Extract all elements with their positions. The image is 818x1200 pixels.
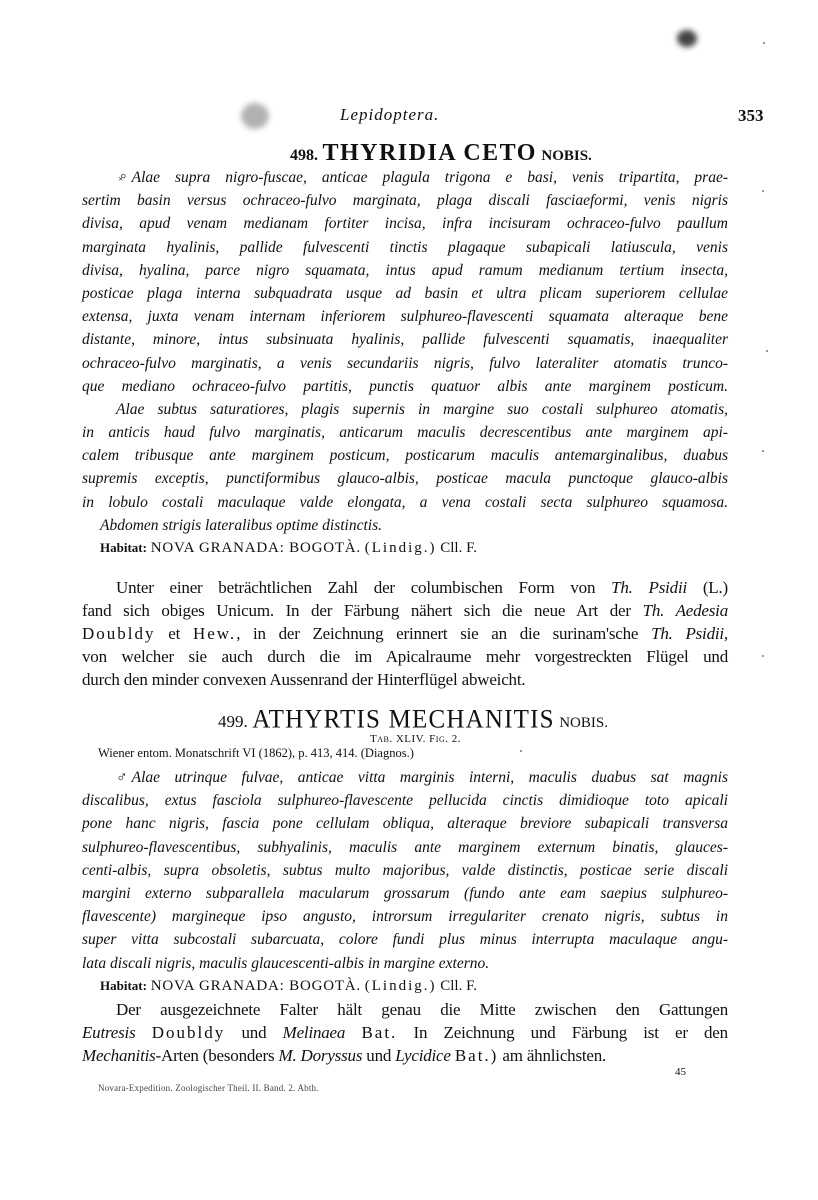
habitat-collection: Cll. F. [440, 977, 477, 994]
species-name: THYRIDIA CETO [322, 140, 537, 166]
text-line: pone hanc nigris, fascia pone cellulam obliqua, alteraque breviore subapicali transversa [82, 815, 728, 833]
text-line: sertim basin versus ochraceo-fulvo marginata, plaga discali fasciaeformi, venis nigris [82, 192, 728, 210]
speck [762, 655, 764, 657]
species-number: 498. [290, 147, 318, 164]
running-head [0, 105, 818, 129]
text-line: durch den minder convexen Aussenrand der Hinterflügel abweicht. [82, 670, 526, 689]
text-line: ♂ Alae utrinque fulvae, anticae vitta marginis interni, maculis duabus sat magnis [82, 766, 728, 789]
text-line: ochraceo-fulvo marginatis, a venis secundariis nigris, fulvo lateraliter atomatis trunco- [82, 354, 728, 372]
text-line: distante, minore, intus subsinuata hyalinis, pallide fulvescenti squamatis, inaequaliter [82, 331, 728, 349]
text-line: in anticis haud fulvo marginatis, anticarum maculis decrescentibus ante marginem api- [82, 424, 728, 442]
habitat-place: NOVA GRANADA: BOGOTÀ. [150, 977, 361, 994]
habitat-collection: Cll. F. [440, 540, 477, 556]
speck [520, 750, 522, 752]
female-symbol-icon: ♀ [111, 167, 133, 188]
signature-number: 45 [675, 1066, 686, 1078]
habitat-498 [82, 537, 728, 559]
literature-citation: Wiener entom. Monatschrift VI (1862), p. 413, 414. (Diagnos.) [98, 746, 414, 760]
page-number: 353 [738, 106, 764, 125]
text-line: margini externo subparallela macularum grossarum (fundo ante eam saepius sulphureo- [82, 884, 728, 902]
page-footer: Novara-Expedition. Zoologischer Theil. II. Band. 2. Abth. [98, 1083, 319, 1093]
text-line: Der ausgezeichnete Falter hält genau die Mitte zwischen den Gattungen [116, 1000, 728, 1019]
speck [762, 190, 764, 192]
plate-reference: Tab. XLIV. Fig. 2. [370, 733, 461, 745]
habitat-place: NOVA GRANADA: BOGOTÀ. [150, 540, 361, 556]
text-line: super vitta subcostali subarcuata, colore fundi plus minus interrupta maculaque angu- [82, 931, 728, 949]
ink-smudge [677, 30, 697, 47]
text-line: Mechanitis-Arten (besonders M. Doryssus und Lycidice Bat.) am ähnlichsten. [82, 1046, 607, 1065]
habitat-label: Habitat: [100, 540, 147, 555]
habitat-499 [82, 975, 728, 997]
text-line: von welcher sie auch durch die im Apicalraume mehr vorgestreckten Flügel und [82, 647, 728, 666]
habitat-collector: (Lindig.) [364, 540, 437, 556]
male-symbol-icon: ♂ [116, 769, 128, 786]
text-line: marginata hyalinis, pallide fulvescenti tinctis plagaque subapicali latiuscula, venis [82, 238, 728, 256]
text-line: calem tribusque ante marginem posticum, posticarum maculis antemarginalibus, duabus [82, 447, 728, 465]
text-line: extensa, juxta venam internam inferiorem sulphureo-flavescenti squamata alteraque bene [82, 308, 728, 326]
habitat-label: Habitat: [100, 977, 147, 993]
text-line: que mediano ochraceo-fulvo partitis, punctis quatuor albis ante marginem posticum. [82, 377, 728, 395]
text-line: Unter einer beträchtlichen Zahl der columbischen Form von Th. Psidii (L.) [116, 578, 728, 597]
remark-498 [82, 576, 728, 691]
text-line: Eutresis Doubldy und Melinaea Bat. In Zeichnung und Färbung ist er den [82, 1023, 728, 1042]
description-499 [82, 766, 728, 997]
species-heading-499 [218, 706, 608, 734]
text-line: divisa, apud venam medianam fortiter incisa, infra incisuram ochraceo-fulvo paullum [82, 215, 728, 233]
species-name: ATHYRTIS MECHANITIS [252, 705, 555, 734]
text-line: Alae subtus saturatiores, plagis supernis in margine suo costali sulphureo atomatis, [116, 400, 728, 418]
text-line: ♀Alae supra nigro-fuscae, anticae plagula trigona e basi, venis tripartita, prae- [82, 166, 728, 189]
description-498 [82, 166, 728, 559]
text-line: divisa, hyalina, parce nigro squamata, intus apud ramum medianum tertium insecta, [82, 261, 728, 279]
text-line: posticae plaga interna subquadrata usque ad basin et ultra plicam superiorem cellulae [82, 284, 728, 302]
text-line: centi-albis, supra obsoletis, subtus multo majoribus, valde distinctis, posticae serie discali [82, 861, 728, 879]
species-author: NOBIS. [559, 715, 608, 731]
speck [766, 350, 768, 352]
text-line: sulphureo-flavescentibus, subhyalinis, maculis ante marginem externum binatis, glauces- [82, 838, 728, 856]
text-line: discalibus, extus fasciola sulphureo-flavescente pellucida cinctis dimidioque toto apicali [82, 792, 728, 810]
text-line: flavescente) margineque ipso angusto, introrsum irregulariter crenato nigris, subtus in [82, 908, 728, 926]
species-heading-498 [270, 140, 592, 167]
species-number: 499. [218, 712, 248, 731]
running-title: Lepidoptera. [340, 105, 440, 124]
text-line: fand sich obiges Unicum. In der Färbung nähert sich die neue Art der Th. Aedesia [82, 601, 728, 620]
speck [762, 450, 764, 452]
species-author: NOBIS. [541, 148, 592, 164]
abdomen-line: Abdomen strigis lateralibus optime distinctis. [100, 516, 383, 534]
remark-499 [82, 998, 728, 1067]
text-line: Doubldy et Hew., in der Zeichnung erinnert sie an die surinam'sche Th. Psidii, [82, 624, 728, 643]
habitat-collector: (Lindig.) [364, 977, 437, 994]
text-line: lata discali nigris, maculis glaucescenti-albis in margine externo. [82, 954, 490, 972]
text-line: in lobulo costali maculaque valde elongata, a vena costali secta sulphureo squamosa. [82, 493, 728, 511]
text-line: supremis exceptis, punctiformibus glauco-albis, posticae macula punctoque glauco-albis [82, 470, 728, 488]
speck [763, 42, 765, 44]
